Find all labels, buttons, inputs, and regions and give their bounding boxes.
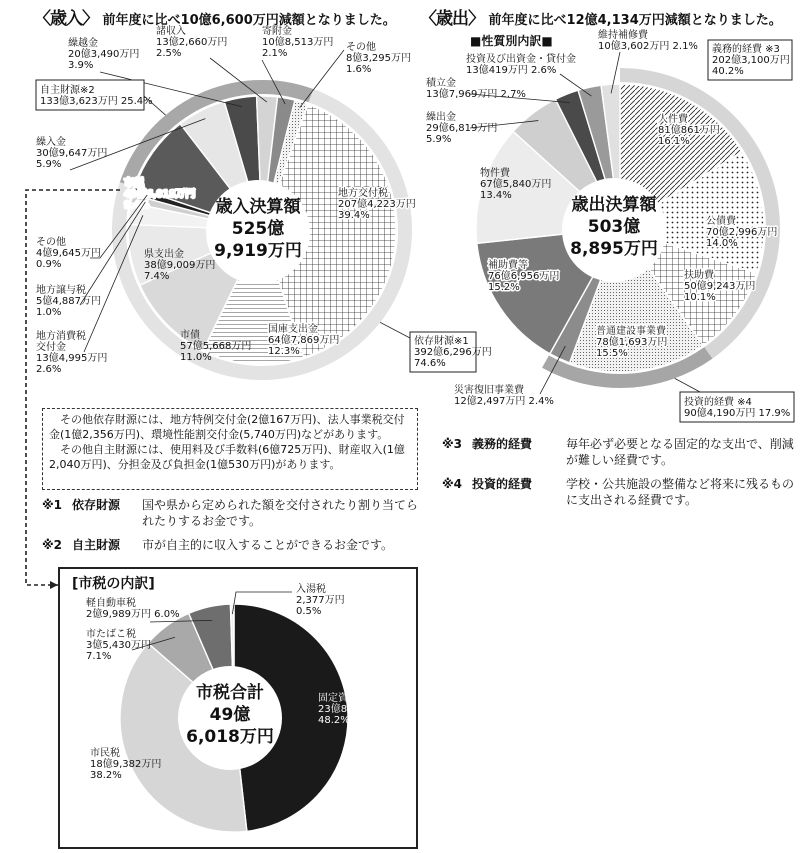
expense-label-personnel: 人件費 81億861万円 16.1% <box>658 114 720 147</box>
income-label-transfer-in: 繰入金 30億9,647万円 5.9% <box>36 137 108 170</box>
footnote-1 <box>42 497 420 529</box>
income-label-local-transfer-tax: 地方譲与税 5億4,887万円 1.0% <box>36 285 101 318</box>
income-label-misc-revenue: 諸収入 13億2,660万円 2.5% <box>156 26 228 59</box>
city-tax-connector-arrow <box>50 581 58 589</box>
income-center-line3: 9,919万円 <box>214 241 302 261</box>
expense-header-text: 前年度に比べ12億4,134万円減額となりました。 <box>488 13 782 28</box>
citytax-center-line3: 6,018万円 <box>186 727 274 747</box>
expense-group-mandatory-label: 義務的経費 ※3 202億3,100万円 40.2% <box>712 44 790 77</box>
income-label-donations: 寄附金 10億8,513万円 2.1% <box>262 26 334 59</box>
footnote-2-desc: 市が自主的に収入することができるお金です。 <box>142 538 394 552</box>
income-chart <box>36 24 492 380</box>
footnote-2-mark: ※2 <box>42 538 63 552</box>
expense-label-materials: 物件費 67億5,840万円 13.4% <box>480 168 552 201</box>
footnote-3-mark: ※3 <box>442 437 463 451</box>
footnote-3-desc: 毎年必ず必要となる固定的な支出で、削減が難しい経費です。 <box>566 437 794 467</box>
citytax-label-bath: 入湯税 2,377万円 0.5% <box>296 584 345 617</box>
citytax-label-resident: 市民税 18億9,382万円 38.2% <box>90 748 162 781</box>
income-label-local-consumption-tax: 地方消費税交付金 13億4,995万円 2.6% <box>36 331 108 375</box>
expense-leader-investment-group <box>675 378 700 392</box>
income-center-line2: 525億 <box>231 219 285 239</box>
city-tax-title: [市税の内訳] <box>72 576 155 592</box>
footnote-3 <box>442 436 794 468</box>
expense-label-subsidies: 補助費等 76億6,956万円 15.2% <box>488 260 560 293</box>
income-group-dependent-label: 依存財源※1 392億6,296万円 74.6% <box>414 336 492 369</box>
footnote-1-term: 依存財源 <box>72 498 121 512</box>
citytax-label-light-vehicle: 軽自動車税 2億9,989万円 6.0% <box>86 598 180 620</box>
notes-box <box>42 408 418 490</box>
income-label-carryover: 繰越金 20億3,490万円 3.9% <box>68 38 140 71</box>
expense-breakdown-label: ■性質別内訳■ <box>470 34 553 48</box>
expense-label-investments-loans: 投資及び出資金・貸付金 13億419万円 2.6% <box>466 54 576 76</box>
income-header-text: 前年度に比べ10億6,600万円減額となりました。 <box>102 13 396 28</box>
footnote-1-mark: ※1 <box>42 498 63 512</box>
expense-label-reserves: 積立金 13億7,969万円 2.7% <box>426 78 526 100</box>
income-label-national-subsidy: 国庫支出金 64億7,869万円 12.3% <box>268 324 340 357</box>
footnote-4-mark: ※4 <box>442 477 463 491</box>
footnote-3-term: 義務的経費 <box>472 437 533 451</box>
footnote-2-term: 自主財源 <box>72 538 121 552</box>
footnote-4 <box>442 476 794 508</box>
expense-label-maintenance: 維持補修費 10億3,602万円 2.1% <box>598 30 698 52</box>
expense-center-line2: 503億 <box>587 217 641 237</box>
expense-label-debt-service: 公債費 70億2,996万円 14.0% <box>706 216 778 249</box>
expense-header-tag: 〈歳出〉 <box>420 9 484 29</box>
notes-line2: その他自主財源には、使用料及び手数料(6億725万円)、財産収入(1億2,040万円)、分担金及び負担金(1億530万円)があります。 <box>49 443 405 471</box>
footnote-1-desc: 国や県から定められた額を交付されたり割り当てられたりするお金です。 <box>142 498 419 528</box>
citytax-label-fixed-asset: 固定資産税 23億8,840万円 48.2% <box>318 693 390 726</box>
income-label-other-own: その他 8億3,295万円 1.6% <box>346 42 411 75</box>
expense-label-construction: 普通建設事業費 78億1,693万円 15.5% <box>596 326 668 359</box>
citytax-label-tobacco: 市たばこ税 3億5,430万円 7.1% <box>86 629 151 662</box>
citytax-center-line2: 49億 <box>209 705 251 725</box>
expense-center-line3: 8,895万円 <box>570 239 658 259</box>
income-label-local-tax-grant: 地方交付税 207億4,223万円 39.4% <box>338 188 416 221</box>
income-header-tag: 〈歳入〉 <box>34 9 98 29</box>
footnote-4-desc: 学校・公共施設の整備など将来に残るものに支出される経費です。 <box>566 477 795 507</box>
income-label-city-tax: 市税 49億6,018万円 9.4% <box>124 178 196 211</box>
income-group-own-label: 自主財源※2 133億3,623万円 25.4% <box>40 85 153 107</box>
expense-chart <box>426 28 794 422</box>
citytax-center-line1: 市税合計 <box>196 683 264 703</box>
income-label-prefecture-subsidy: 県支出金 38億9,009万円 7.4% <box>144 249 216 282</box>
income-leader-dependent-group <box>380 322 410 338</box>
city-tax-chart <box>86 582 389 832</box>
notes-line1: その他依存財源には、地方特例交付金(2億167万円)、法人事業税交付金(1億2,356万円)、環境性能割交付金(5,740万円)などがあります。 <box>49 413 405 441</box>
footnote-4-term: 投資的経費 <box>472 477 533 491</box>
expense-center-line1: 歳出決算額 <box>571 195 657 215</box>
expense-label-transfers-out: 繰出金 29億6,819万円 5.9% <box>426 112 498 145</box>
expense-group-investment-label: 投資的経費 ※4 90億4,190万円 17.9% <box>684 397 791 419</box>
income-label-city-bond: 市債 57億5,668万円 11.0% <box>180 330 252 363</box>
income-label-other-dependent: その他 4億9,645万円 0.9% <box>36 237 101 270</box>
expense-label-disaster: 災害復旧事業費 12億2,497万円 2.4% <box>454 385 554 407</box>
footnote-2 <box>42 537 420 553</box>
expense-label-welfare: 扶助費 50億9,243万円 10.1% <box>684 270 756 303</box>
income-center-line1: 歳入決算額 <box>215 197 301 217</box>
